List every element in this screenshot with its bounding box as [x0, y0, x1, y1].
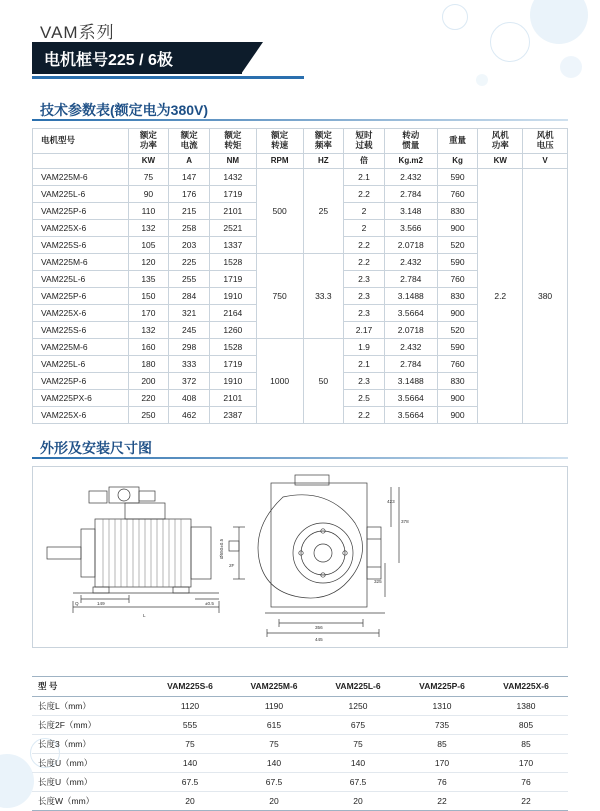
- dim-cell-1: 1120: [148, 697, 232, 716]
- unit-speed: RPM: [256, 153, 303, 168]
- dim-cell-2: 1190: [232, 697, 316, 716]
- cell-speed: 750: [256, 253, 303, 338]
- cell-inertia: 3.1488: [384, 372, 437, 389]
- cell-weight: 590: [437, 168, 478, 185]
- cell-current: 372: [169, 372, 210, 389]
- dim-cell-4: 170: [400, 754, 484, 773]
- dim-label-149: 149: [97, 601, 105, 606]
- cell-overload: 2.2: [344, 236, 385, 253]
- cell-model: VAM225L-6: [33, 355, 129, 372]
- cell-current: 255: [169, 270, 210, 287]
- cell-weight: 520: [437, 236, 478, 253]
- cell-torque: 2101: [209, 389, 256, 406]
- cell-freq: 50: [303, 338, 344, 423]
- dim-label-2F: 2F: [229, 563, 235, 568]
- col-head-fan-power: 风机 功率: [478, 129, 523, 154]
- cell-model: VAM225S-6: [33, 236, 129, 253]
- dim-cell-4: 76: [400, 773, 484, 792]
- list-item: [32, 792, 568, 811]
- spec-section-rule: [32, 119, 568, 121]
- model-banner: 电机框号225 / 6极: [32, 42, 242, 74]
- banner-tail: [241, 42, 263, 74]
- cell-torque: 1719: [209, 270, 256, 287]
- cell-weight: 590: [437, 338, 478, 355]
- dim-row-label: 长度U（mm）: [32, 754, 148, 773]
- dim-label-Q: Q: [75, 601, 79, 606]
- cell-inertia: 3.5664: [384, 389, 437, 406]
- banner-underline: [32, 76, 304, 79]
- dim-row-label: 长度W（mm）: [38, 796, 95, 806]
- cell-power: 120: [128, 253, 169, 270]
- cell-weight: 760: [437, 355, 478, 372]
- cell-weight: 830: [437, 287, 478, 304]
- dim-header-row: [32, 677, 568, 697]
- col-head-speed: 额定 转速: [256, 129, 303, 154]
- dim-cell-3: 75: [316, 735, 400, 754]
- dim-head-col-2: VAM225M-6: [232, 677, 316, 697]
- col-head-fan-voltage: 风机 电压: [523, 129, 568, 154]
- cell-power: 250: [128, 406, 169, 423]
- cell-overload: 2.3: [344, 372, 385, 389]
- cell-weight: 830: [437, 372, 478, 389]
- spec-table-body: [33, 168, 568, 423]
- cell-current: 215: [169, 202, 210, 219]
- cell-overload: 2.2: [344, 253, 385, 270]
- cell-current: 333: [169, 355, 210, 372]
- cell-overload: 2.17: [344, 321, 385, 338]
- cell-inertia: 2.432: [384, 253, 437, 270]
- dim-cell-2: 20: [269, 796, 279, 806]
- cell-overload: 2.3: [344, 270, 385, 287]
- cell-overload: 2.5: [344, 389, 385, 406]
- cell-inertia: 3.5664: [384, 304, 437, 321]
- cell-model: VAM225S-6: [33, 321, 129, 338]
- col-head-current: 额定 电流: [169, 129, 210, 154]
- cell-model: VAM225M-6: [33, 338, 129, 355]
- cell-inertia: 2.784: [384, 185, 437, 202]
- dim-cell-2: 67.5: [232, 773, 316, 792]
- cell-torque: 1528: [209, 338, 256, 355]
- cell-power: 105: [128, 236, 169, 253]
- col-head-weight: 重量: [437, 129, 478, 154]
- cell-power: 220: [128, 389, 169, 406]
- cell-current: 147: [169, 168, 210, 185]
- unit-weight: Kg: [437, 153, 478, 168]
- cell-model: VAM225M-6: [33, 253, 129, 270]
- cell-overload: 2.2: [344, 185, 385, 202]
- cell-weight: 900: [437, 389, 478, 406]
- dim-cell-3: 140: [316, 754, 400, 773]
- cell-current: 408: [169, 389, 210, 406]
- cell-torque: 2164: [209, 304, 256, 321]
- dim-cell-3: 67.5: [316, 773, 400, 792]
- dimension-table-body: [32, 697, 568, 811]
- dim-cell-2: 615: [232, 716, 316, 735]
- dim-cell-1: 67.5: [148, 773, 232, 792]
- dim-label-378: 378: [401, 519, 409, 524]
- cell-freq: 33.3: [303, 253, 344, 338]
- dim-cell-5: 85: [484, 735, 568, 754]
- dim-row-label: 长度L（mm）: [32, 697, 148, 716]
- cell-inertia: 3.5664: [384, 406, 437, 423]
- dim-head-col-1: VAM225S-6: [148, 677, 232, 697]
- dim-cell-4: 1310: [400, 697, 484, 716]
- cell-overload: 2: [344, 202, 385, 219]
- cell-inertia: 3.1488: [384, 287, 437, 304]
- cell-model: VAM225L-6: [33, 185, 129, 202]
- cell-inertia: 3.566: [384, 219, 437, 236]
- cell-weight: 760: [437, 185, 478, 202]
- cell-current: 462: [169, 406, 210, 423]
- cell-inertia: 2.432: [384, 338, 437, 355]
- cell-speed: 500: [256, 168, 303, 253]
- cell-current: 298: [169, 338, 210, 355]
- cell-overload: 2.1: [344, 168, 385, 185]
- cell-current: 176: [169, 185, 210, 202]
- cell-current: 284: [169, 287, 210, 304]
- cell-current: 258: [169, 219, 210, 236]
- dim-cell-3: 20: [353, 796, 363, 806]
- cell-overload: 1.9: [344, 338, 385, 355]
- list-item: [32, 773, 568, 792]
- dim-cell-1: 140: [148, 754, 232, 773]
- dimension-table: [32, 676, 568, 811]
- dim-cell-1: 20: [185, 796, 195, 806]
- unit-freq: HZ: [303, 153, 344, 168]
- cell-inertia: 2.0718: [384, 321, 437, 338]
- cell-torque: 2101: [209, 202, 256, 219]
- cell-weight: 900: [437, 219, 478, 236]
- drawing-section-rule: [32, 457, 568, 459]
- cell-power: 180: [128, 355, 169, 372]
- cell-model: VAM225X-6: [33, 304, 129, 321]
- unit-inertia: Kg.m2: [384, 153, 437, 168]
- unit-current: A: [169, 153, 210, 168]
- cell-overload: 2.3: [344, 304, 385, 321]
- dim-row-label: 长度3（mm）: [32, 735, 148, 754]
- dim-cell-5: 1380: [484, 697, 568, 716]
- cell-current: 225: [169, 253, 210, 270]
- cell-overload: 2.2: [344, 406, 385, 423]
- cell-current: 245: [169, 321, 210, 338]
- dim-cell-1: 555: [148, 716, 232, 735]
- dim-head-model: 型 号: [32, 677, 148, 697]
- cell-inertia: 2.432: [384, 168, 437, 185]
- cell-weight: 900: [437, 406, 478, 423]
- unit-torque: NM: [209, 153, 256, 168]
- cell-torque: 1910: [209, 287, 256, 304]
- cell-model: VAM225P-6: [33, 287, 129, 304]
- drawing-section-title: 外形及安装尺寸图: [40, 440, 152, 456]
- cell-inertia: 3.148: [384, 202, 437, 219]
- cell-freq: 25: [303, 168, 344, 253]
- dim-cell-5: 805: [484, 716, 568, 735]
- cell-inertia: 2.0718: [384, 236, 437, 253]
- dim-head-col-3: VAM225L-6: [316, 677, 400, 697]
- dim-label-445: 445: [315, 637, 323, 642]
- dim-cell-2: 140: [232, 754, 316, 773]
- cell-fan-voltage: 380: [523, 168, 568, 423]
- cell-inertia: 2.784: [384, 270, 437, 287]
- dim-label-356: 356: [315, 625, 323, 630]
- cell-torque: 1432: [209, 168, 256, 185]
- cell-model: VAM225L-6: [33, 270, 129, 287]
- dim-cell-3: 1250: [316, 697, 400, 716]
- col-head-freq: 额定 频率: [303, 129, 344, 154]
- cell-current: 321: [169, 304, 210, 321]
- cell-torque: 2521: [209, 219, 256, 236]
- dim-cell-5: 22: [521, 796, 531, 806]
- dim-cell-4: 735: [400, 716, 484, 735]
- spec-section-title: 技术参数表(额定电为380V): [40, 102, 209, 118]
- unit-overload: 倍: [344, 153, 385, 168]
- cell-power: 132: [128, 321, 169, 338]
- cell-torque: 1528: [209, 253, 256, 270]
- col-head-overload: 短时 过载: [344, 129, 385, 154]
- dim-row-label: 长度U（mm）: [32, 773, 148, 792]
- cell-overload: 2.3: [344, 287, 385, 304]
- dim-cell-3: 675: [316, 716, 400, 735]
- cell-current: 203: [169, 236, 210, 253]
- cell-torque: 1910: [209, 372, 256, 389]
- list-item: [32, 754, 568, 773]
- cell-weight: 830: [437, 202, 478, 219]
- cell-power: 135: [128, 270, 169, 287]
- dim-head-col-5: VAM225X-6: [484, 677, 568, 697]
- cell-inertia: 2.784: [384, 355, 437, 372]
- dim-cell-1: 75: [148, 735, 232, 754]
- spec-table: [32, 128, 568, 424]
- dim-cell-4: 85: [400, 735, 484, 754]
- cell-power: 110: [128, 202, 169, 219]
- dim-cell-5: 170: [484, 754, 568, 773]
- cell-model: VAM225M-6: [33, 168, 129, 185]
- series-title: VAM系列: [40, 23, 115, 42]
- cell-torque: 1719: [209, 185, 256, 202]
- cell-speed: 1000: [256, 338, 303, 423]
- cell-power: 150: [128, 287, 169, 304]
- col-head-inertia: 转动 惯量: [384, 129, 437, 154]
- dim-label-325: 325: [374, 579, 382, 584]
- cell-torque: 1719: [209, 355, 256, 372]
- unit-fan-power: KW: [478, 153, 523, 168]
- unit-fan-voltage: V: [523, 153, 568, 168]
- unit-power: KW: [128, 153, 169, 168]
- cell-power: 132: [128, 219, 169, 236]
- unit-model: [33, 153, 129, 168]
- cell-power: 160: [128, 338, 169, 355]
- dimension-drawing: [32, 466, 568, 648]
- list-item: [32, 716, 568, 735]
- dim-cell-4: 22: [437, 796, 447, 806]
- dim-label-L: L: [143, 613, 146, 618]
- col-head-torque: 额定 转矩: [209, 129, 256, 154]
- cell-overload: 2: [344, 219, 385, 236]
- cell-model: VAM225X-6: [33, 406, 129, 423]
- table-row: [33, 168, 568, 185]
- cell-torque: 1260: [209, 321, 256, 338]
- dim-cell-2: 75: [232, 735, 316, 754]
- dim-label-423: 423: [387, 499, 395, 504]
- cell-model: VAM225P-6: [33, 372, 129, 389]
- dim-row-label: 长度2F（mm）: [32, 716, 148, 735]
- decorative-bubbles-top: [380, 0, 600, 120]
- cell-fan-power: 2.2: [478, 168, 523, 423]
- dim-head-col-4: VAM225P-6: [400, 677, 484, 697]
- cell-weight: 900: [437, 304, 478, 321]
- cell-weight: 590: [437, 253, 478, 270]
- cell-model: VAM225PX-6: [33, 389, 129, 406]
- list-item: [32, 735, 568, 754]
- drawing-svg: [33, 467, 567, 647]
- spec-header-row: [33, 129, 568, 154]
- col-head-power: 额定 功率: [128, 129, 169, 154]
- cell-weight: 760: [437, 270, 478, 287]
- col-head-model: 电机型号: [33, 129, 129, 154]
- cell-model: VAM225X-6: [33, 219, 129, 236]
- cell-power: 200: [128, 372, 169, 389]
- dim-label-bore: Ø550±0.5: [219, 538, 224, 559]
- dim-cell-5: 76: [484, 773, 568, 792]
- cell-power: 90: [128, 185, 169, 202]
- dim-label-W: ±0.5: [205, 601, 214, 606]
- cell-power: 170: [128, 304, 169, 321]
- cell-overload: 2.1: [344, 355, 385, 372]
- cell-model: VAM225P-6: [33, 202, 129, 219]
- cell-torque: 2387: [209, 406, 256, 423]
- spec-unit-row: [33, 153, 568, 168]
- list-item: [32, 697, 568, 716]
- cell-weight: 520: [437, 321, 478, 338]
- cell-torque: 1337: [209, 236, 256, 253]
- cell-power: 75: [128, 168, 169, 185]
